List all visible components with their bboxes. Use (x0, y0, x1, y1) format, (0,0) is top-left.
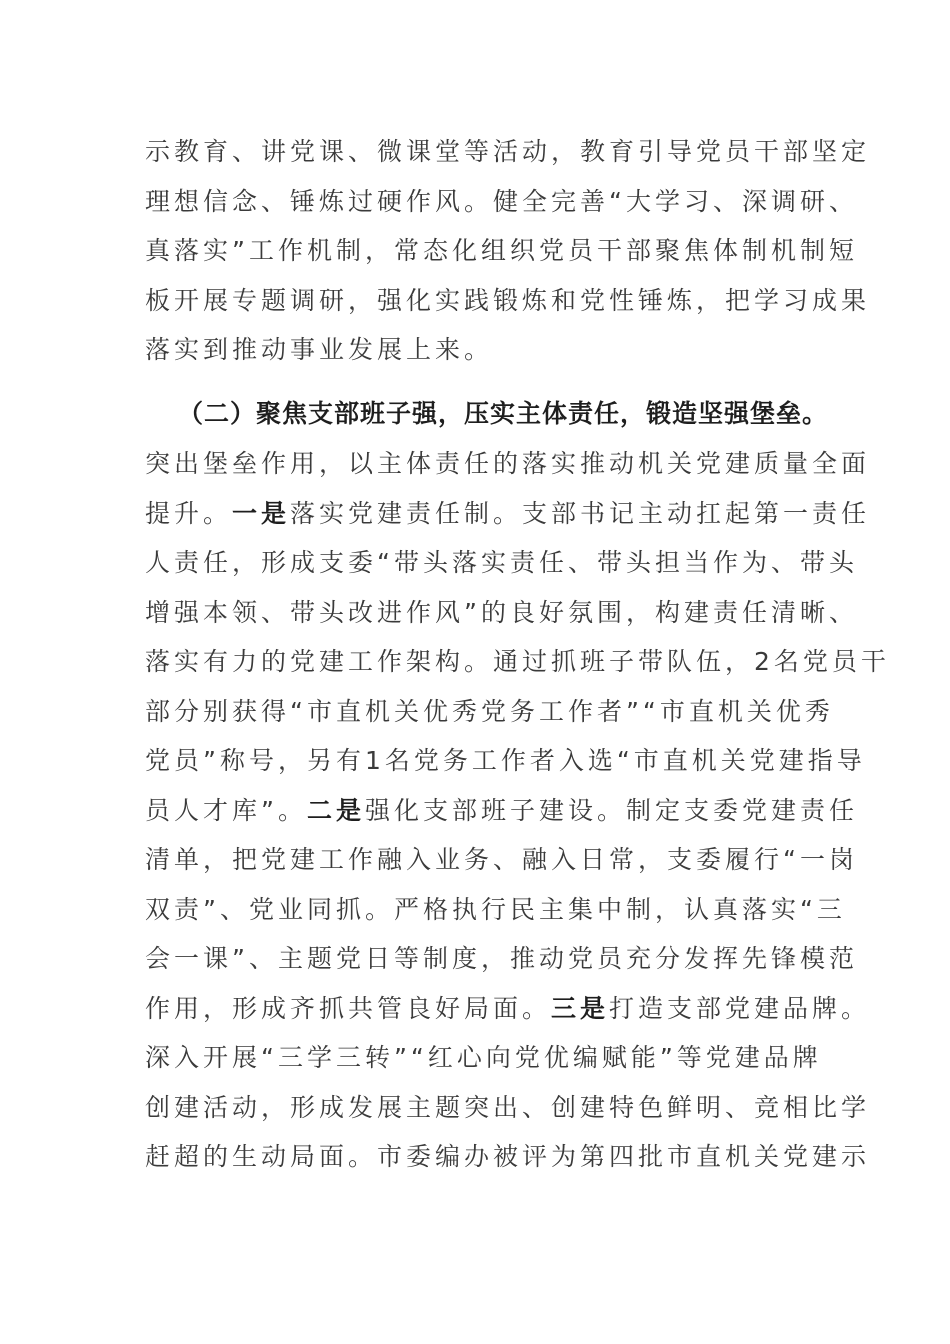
paragraph-1-line-3: 真落实”工作机制，常态化组织党员干部聚焦体制机制短 (145, 236, 858, 265)
paragraph-2-line-5: 落实有力的党建工作架构。通过抓班子带队伍，2名党员干 (145, 647, 890, 676)
line-text-pre: 员人才库”。 (145, 796, 307, 825)
bold-marker-one: 一是 (232, 499, 291, 528)
paragraph-2-line-1: 突出堡垒作用，以主体责任的落实推动机关党建质量全面 (145, 449, 871, 478)
paragraph-2-line-2 (145, 496, 871, 532)
line-text-pre: 作用，形成齐抓共管良好局面。 (145, 994, 552, 1023)
paragraph-2-line-8 (145, 793, 858, 829)
bold-marker-two: 二是 (306, 796, 365, 825)
section-heading: （二）聚焦支部班子强，压实主体责任，锻造坚强堡垒。 (178, 399, 829, 428)
paragraph-2-line-11: 会一课”、主题党日等制度，推动党员充分发挥先锋模范 (145, 944, 858, 973)
paragraph-2-line-4: 增强本领、带头改进作风”的良好氛围，构建责任清晰、 (145, 598, 858, 627)
paragraph-2-line-6: 部分别获得“市直机关优秀党务工作者”“市直机关优秀 (145, 697, 834, 726)
paragraph-2-line-7: 党员”称号，另有1名党务工作者入选“市直机关党建指导 (145, 746, 866, 775)
paragraph-2-line-14: 创建活动，形成发展主题突出、创建特色鲜明、竞相比学 (145, 1093, 871, 1122)
paragraph-2-line-3: 人责任，形成支委“带头落实责任、带头担当作为、带头 (145, 548, 858, 577)
paragraph-1-line-5: 落实到推动事业发展上来。 (145, 335, 494, 364)
paragraph-2-line-15: 赶超的生动局面。市委编办被评为第四批市直机关党建示 (145, 1142, 871, 1171)
paragraph-1-line-4: 板开展专题调研，强化实践锻炼和党性锤炼，把学习成果 (145, 286, 871, 315)
line-text-post: 打造支部党建品牌。 (609, 994, 871, 1023)
bold-marker-three: 三是 (551, 994, 610, 1023)
paragraph-2-line-9: 清单，把党建工作融入业务、融入日常，支委履行“一岗 (145, 845, 858, 874)
line-text-post: 落实党建责任制。支部书记主动扛起第一责任 (290, 499, 871, 528)
paragraph-2-line-12 (145, 991, 871, 1027)
paragraph-2-line-10: 双责”、党业同抓。严格执行民主集中制，认真落实“三 (145, 895, 846, 924)
line-text-pre: 提升。 (145, 499, 233, 528)
paragraph-1-line-1: 示教育、讲党课、微课堂等活动，教育引导党员干部坚定 (145, 137, 871, 166)
paragraph-1-line-2: 理想信念、锤炼过硬作风。健全完善“大学习、深调研、 (145, 187, 858, 216)
line-text-post: 强化支部班子建设。制定支委党建责任 (364, 796, 858, 825)
paragraph-2-line-13: 深入开展“三学三转”“红心向党优编赋能”等党建品牌 (145, 1043, 822, 1072)
